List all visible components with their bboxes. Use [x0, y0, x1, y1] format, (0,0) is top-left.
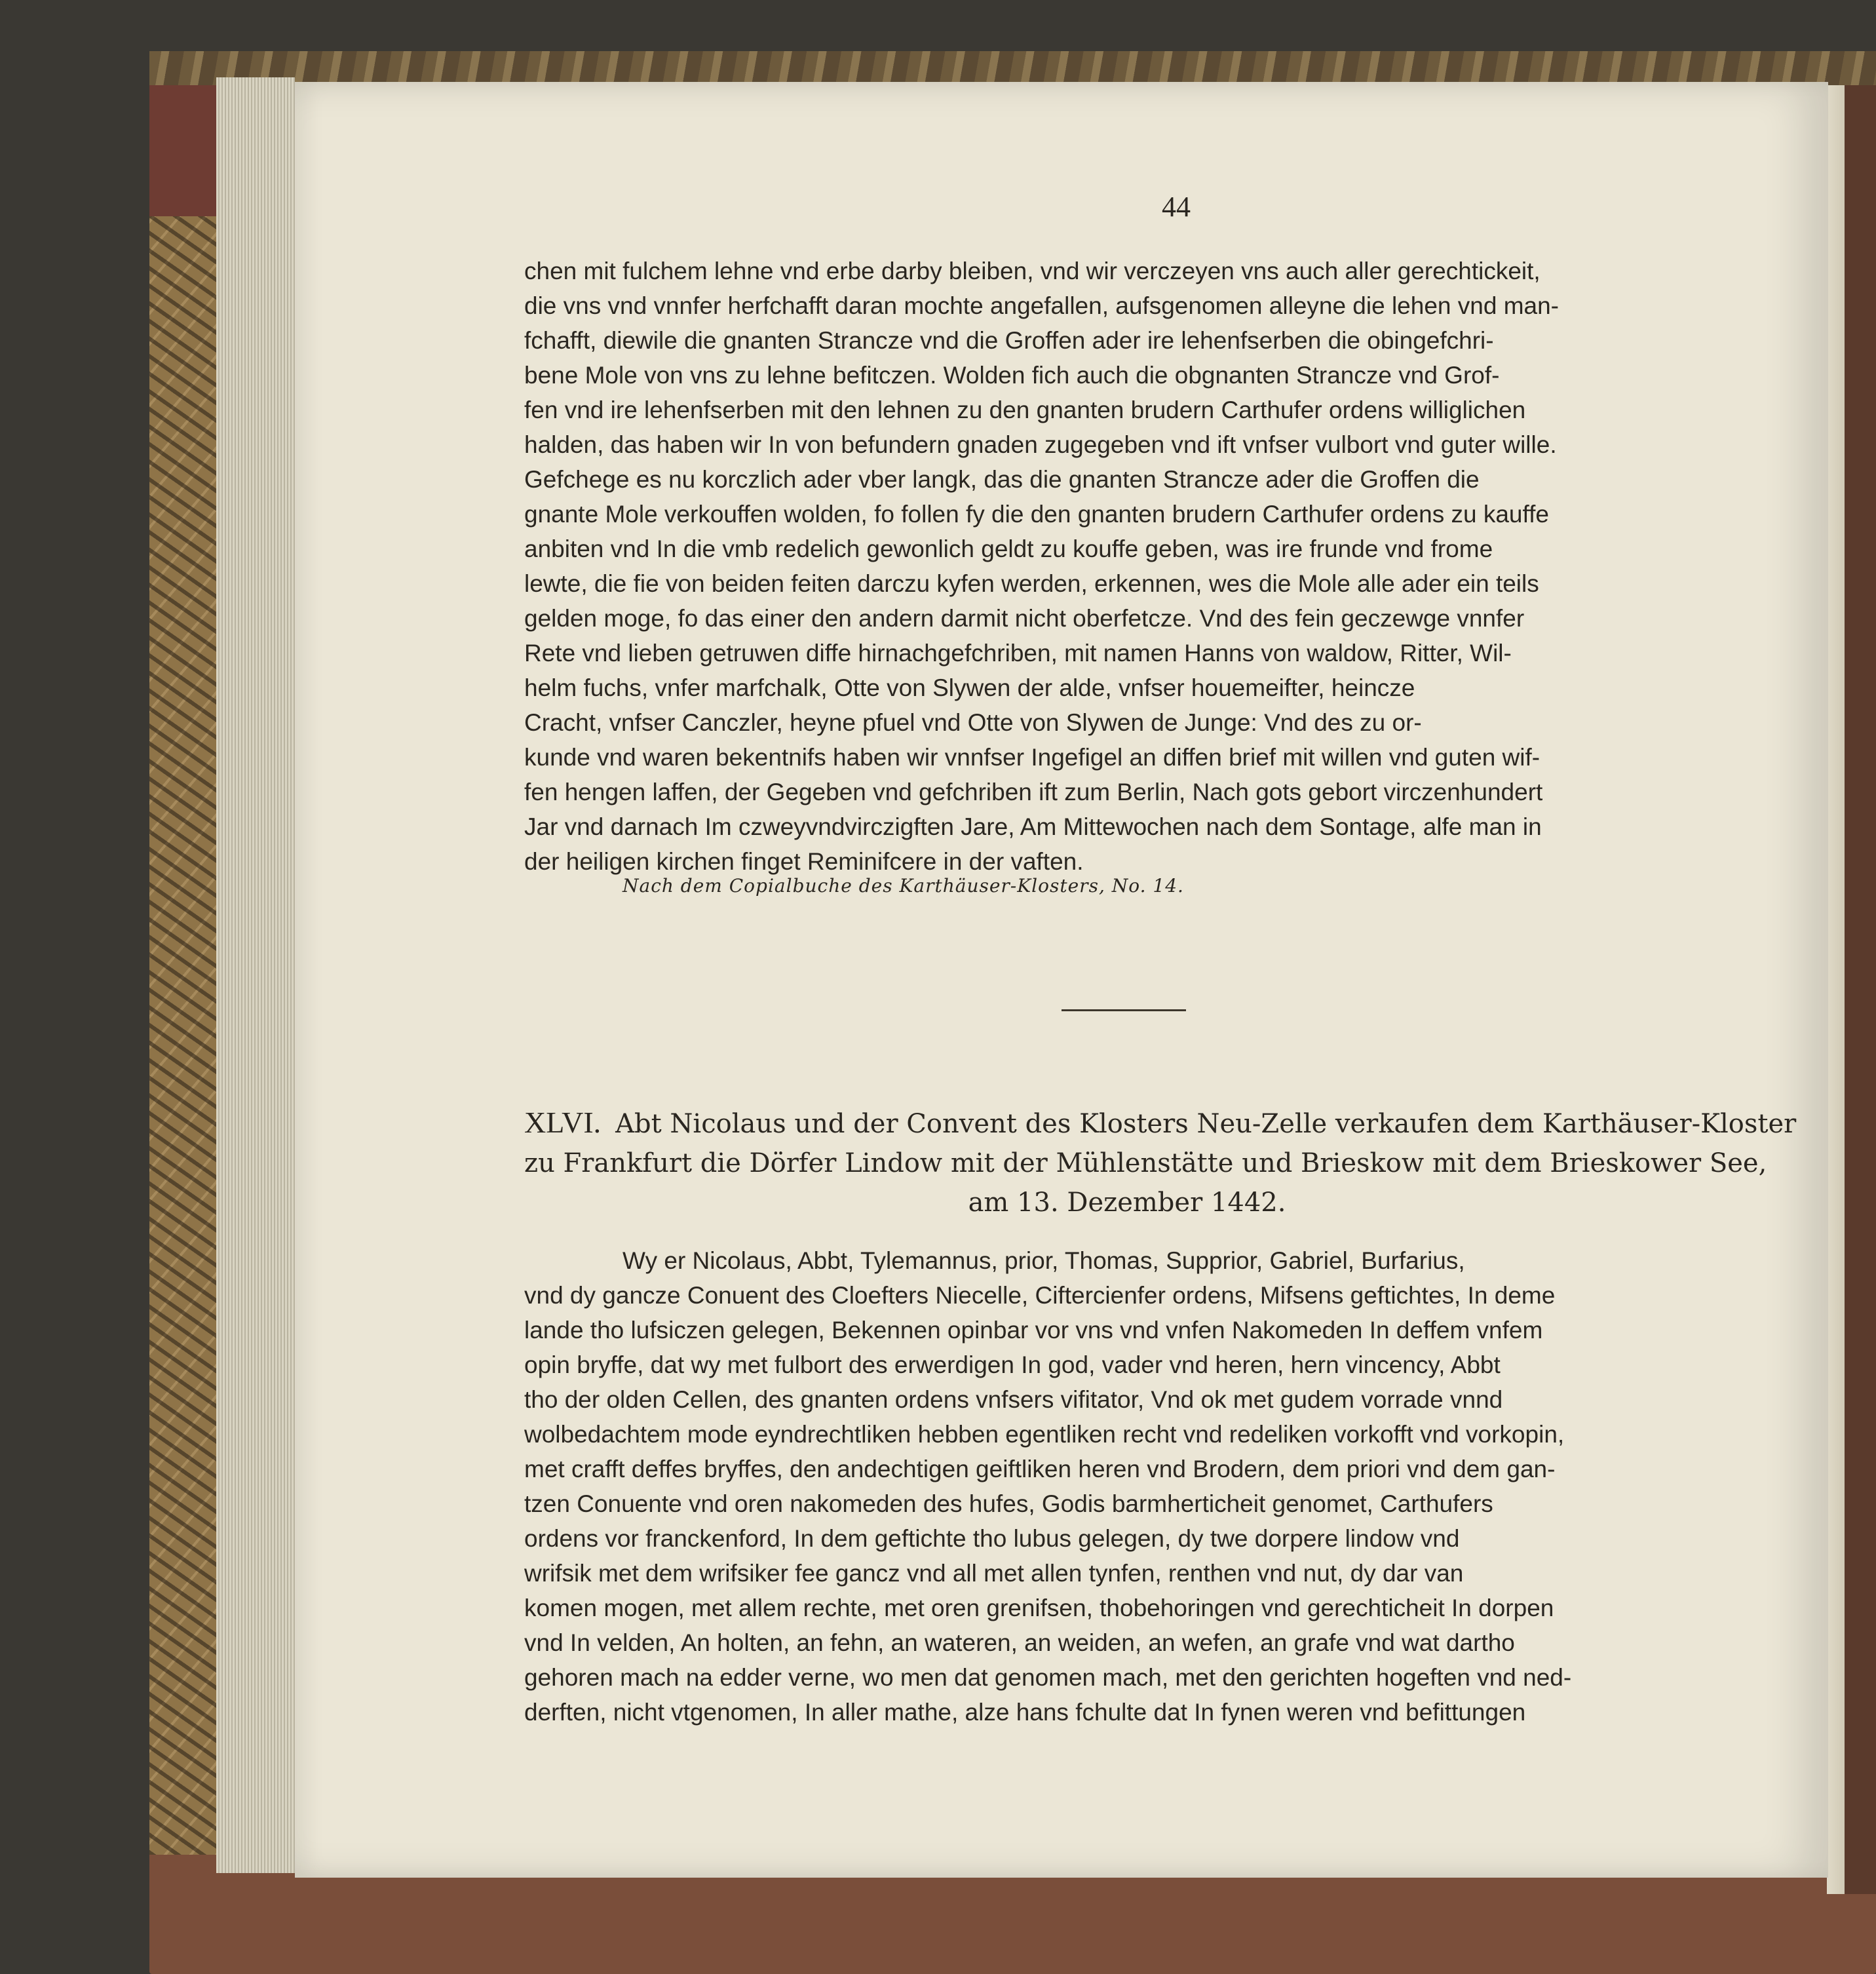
text-line: tho der olden Cellen, des gnanten ordens vnfsers vifitator, Vnd ok met gudem vorrade vnnd	[524, 1386, 1503, 1413]
text-line: Jar vnd darnach Im czweyvndvirczigften Jare, Am Mittewochen nach dem Sontage, alfe man in	[524, 813, 1542, 840]
source-note: Nach dem Copialbuche des Karthäuser-Klosters, No. 14.	[622, 875, 1184, 897]
text-line: wrifsik met dem wrifsiker fee gancz vnd all met allen tynfen, renthen vnd nut, dy dar van	[524, 1560, 1464, 1587]
page-edges	[216, 77, 295, 1873]
paragraph-continuation	[524, 254, 1730, 879]
text-line: halden, das haben wir In von befundern gnaden zugegeben vnd ift vnfser vulbort vnd guter wille.	[524, 431, 1557, 458]
text-line: Gefchege es nu korczlich ader vber langk, das die gnanten Strancze ader die Groffen die	[524, 466, 1480, 493]
heading-line-1	[524, 1103, 1797, 1144]
text-line: fen vnd ire lehenfserben mit den lehnen zu den gnanten brudern Carthufer ordens williglichen	[524, 397, 1526, 423]
text-line: ordens vor franckenford, In dem geftichte tho lubus gelegen, dy twe dorpere lindow vnd	[524, 1525, 1460, 1552]
text-line: fchafft, diewile die gnanten Strancze vnd die Groffen ader ire lehenfserben die obingefchri-	[524, 327, 1494, 354]
text-line: fen hengen laffen, der Gegeben vnd gefchriben ift zum Berlin, Nach gots gebort virczenhundert	[524, 779, 1543, 805]
text-line: kunde vnd waren bekentnifs haben wir vnnfser Ingefigel an diffen brief mit willen vnd guten wif-	[524, 744, 1541, 771]
marbled-endpaper	[149, 216, 218, 1855]
text-line: komen mogen, met allem rechte, met oren grenifsen, thobehoringen vnd gerechticheit In dorpen	[524, 1595, 1554, 1621]
book-page	[295, 82, 1828, 1878]
heading-text-1: Abt Nicolaus und der Convent des Klosters Neu-Zelle verkaufen dem Karthäuser-Kloster	[615, 1109, 1797, 1139]
back-cover-edge	[1845, 85, 1876, 1894]
text-line: wolbedachtem mode eyndrechtliken hebben egentliken recht vnd redeliken vorkofft vnd vorkopin,	[524, 1421, 1565, 1448]
text-line: opin bryffe, dat wy met fulbort des erwerdigen In god, vader vnd heren, hern vincency, Abbt	[524, 1351, 1501, 1378]
text-line: helm fuchs, vnfer marfchalk, Otte von Slywen der alde, vnfser houemeifter, heincze	[524, 674, 1415, 701]
text-line: met crafft deffes bryffes, den andechtigen geiftliken heren vnd Brodern, dem priori vnd dem gan-	[524, 1456, 1556, 1482]
text-line: vnd dy gancze Conuent des Cloefters Niecelle, Ciftercienfer ordens, Mifsens geftichtes, In deme	[524, 1282, 1556, 1309]
heading-line-2: zu Frankfurt die Dörfer Lindow mit der Mühlenstätte und Brieskow mit dem Brieskower See,	[524, 1148, 1767, 1178]
page-number: 44	[1162, 191, 1191, 223]
text-line: vnd In velden, An holten, an fehn, an wateren, an weiden, an wefen, an grafe vnd wat dartho	[524, 1629, 1515, 1656]
next-page-edge	[1827, 85, 1847, 1894]
text-line: Wy er Nicolaus, Abbt, Tylemannus, prior, Thomas, Supprior, Gabriel, Burfarius,	[622, 1247, 1465, 1274]
text-line: Rete vnd lieben getruwen diffe hirnachgefchriben, mit namen Hanns von waldow, Ritter, Wil-	[524, 640, 1512, 667]
text-line: gehoren mach na edder verne, wo men dat genomen mach, met den gerichten hogeften vnd ned-	[524, 1664, 1572, 1691]
document-body	[524, 1243, 1730, 1730]
text-line: bene Mole von vns zu lehne befitczen. Wolden fich auch die obgnanten Strancze vnd Grof-	[524, 362, 1500, 389]
text-line: derften, nicht vtgenomen, In aller mathe, alze hans fchulte dat In fynen weren vnd befittungen	[524, 1699, 1526, 1726]
text-line: gelden moge, fo das einer den andern darmit nicht oberfetcze. Vnd des fein geczewge vnnfer	[524, 605, 1525, 632]
text-line: gnante Mole verkouffen wolden, fo follen fy die den gnanten brudern Carthufer ordens zu kauffe	[524, 501, 1549, 528]
text-line: lande tho lufsiczen gelegen, Bekennen opinbar vor vns vnd vnfen Nakomeden In deffem vnfem	[524, 1317, 1543, 1344]
heading-line-3: am 13. Dezember 1442.	[968, 1188, 1286, 1218]
spine-leather	[149, 85, 218, 229]
text-line: chen mit fulchem lehne vnd erbe darby bleiben, vnd wir verczeyen vns auch aller gerechtickeit,	[524, 258, 1541, 284]
text-line: Cracht, vnfser Canczler, heyne pfuel vnd Otte von Slywen de Junge: Vnd des zu or-	[524, 709, 1422, 736]
document-heading	[524, 1103, 1797, 1222]
text-line: die vns vnd vnnfer herfchafft daran mochte angefallen, aufsgenomen alleyne die lehen vnd man-	[524, 292, 1560, 319]
text-line: lewte, die fie von beiden feiten darczu kyfen werden, erkennen, wes die Mole alle ader ein teils	[524, 570, 1539, 597]
text-line: der heiligen kirchen finget Reminifcere in der vaften.	[524, 848, 1084, 875]
text-line: tzen Conuente vnd oren nakomeden des hufes, Godis barmherticheit genomet, Carthufers	[524, 1490, 1493, 1517]
document-numeral: XLVI.	[524, 1106, 602, 1139]
text-line: anbiten vnd In die vmb redelich gewonlich geldt zu kouffe geben, was ire frunde vnd frome	[524, 535, 1493, 562]
section-divider	[1062, 1009, 1186, 1011]
